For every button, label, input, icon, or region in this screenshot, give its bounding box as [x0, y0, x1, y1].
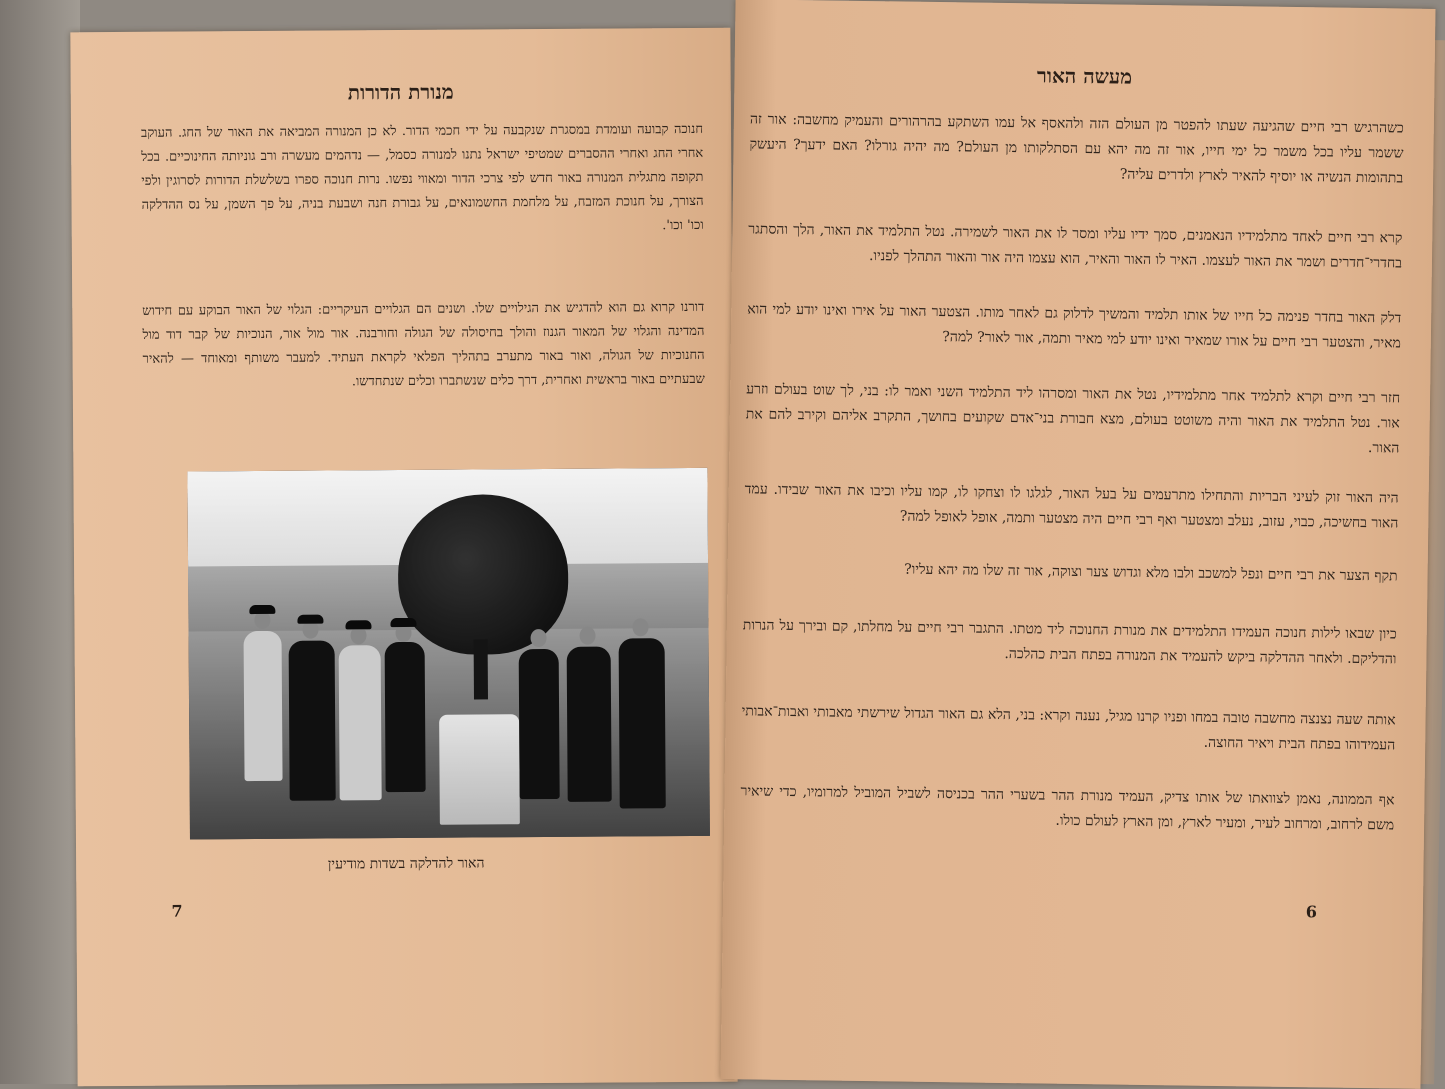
right-paragraph-1: כשהרגיש רבי חיים שהגיעה שעתו להפטר מן העולם הזה ולהאסף אל עמו השתקע בהרהורים והעמיק מחשבה: אור זה ששמר עליו בכל משמר כל ימי חייו, אור זה מה יהא עם הסתלקותו מן העולם? מה יהיה גורלו? האם ידעך? היעשק בתהומות הנשיה או יוסיף להאיר לארץ ולדרים עליה? [749, 111, 1404, 187]
left-page [70, 28, 737, 1087]
right-paragraph-6: תקף הצער את רבי חיים ונפל למשכב ולבו מלא וגדוש צער וצוקה, אור זה שלו מה יהא עליו? [904, 561, 1398, 585]
right-paragraph-8: אותה שעה נצנצה מחשבה טובה במחו ופניו קרנו מגיל, נענה וקרא: בני, הלא גם האור הגדול שירשתי מאבותי ואבות־אבותי העמידוהו בפתח הבית ויאיר החוצה. [741, 703, 1396, 754]
right-paragraph-2: קרא רבי חיים לאחד מתלמידיו הנאמנים, סמך ידיו עליו ומסר לו את האור לשמירה. נטל התלמיד את האור, הלך והסתגר בחדרי־חדרים ושמר את האור לעצמו. האיר לו האור והאיר, הוא עצמו היה אור והאור התהלך לפניו. [748, 221, 1403, 272]
right-page-title: מעשה האור [1036, 63, 1133, 89]
left-page-title: מנורת הדורות [347, 79, 454, 105]
photo-caption: האור להדלקה בשדות מודיעין [327, 855, 485, 873]
right-page [720, 0, 1435, 1089]
left-paragraph-2: דורנו קרוא גם הוא להדגיש את הגילויים שלו. ושנים הם הגלויים העיקריים: הגלוי של האור הבוקע עם חידוש המדינה והגלוי של המאור הגנוז והולך בחיסולה של הגולה וחורבנה. אור מול אור, הנוכיות של קבר דוד מול החנוכיות של הגולה, ואור באור מתערב בתהליך הפלאי לקראת העתיד. למעבר משותף ומאוחד — להאיר שבעתיים באור בראשית ואחרית, דרך כלים שנשתברו וכלים שנתחדשו. [142, 299, 705, 390]
left-page-number: 7 [171, 901, 183, 921]
left-paragraph-1: חנוכה קבועה ועומדת במסגרת שנקבעה על ידי חכמי הדור. לא כן המנורה המביאה את האור של החג. העוקב אחרי החג ואחרי ההסברים שמטיפי ישראל נתנו למנורה כסמל, — נדהמים מעשרה ורב גוניותה החינוכיים. בכל תקופה מתגלית המנורה באור חדש לפי צרכי הדור ומאווי נפשו. נרות חנוכה ספרו בשלשלת הדורות לסרוגין ולפי הצורך, על חנוכת המזבח, על מלחמת החשמונאים, על גבורת חנה ושבעת בניה, על פך השמן, על נס ההדלקה וכו' וכו'. [140, 121, 704, 234]
right-paragraph-3: דלק האור בחדר פנימה כל חייו של אותו תלמיד והמשיך לדלוק גם לאחר מותו. הצטער האור על אירו ואינו יודע למי הוא מאיר, והצטער רבי חיים על אורו שמאיר ואינו יודע למי מאיר ותמה, אור לאור? למה? [747, 301, 1402, 352]
background-shadow [0, 0, 80, 1084]
right-page-number: 6 [1305, 902, 1318, 922]
right-paragraph-9: אף הממונה, נאמן לצוואתו של אותו צדיק, העמיד מנורת ההר בשערי ההר בכניסה לשביל המוביל למרומיו, כדי שיאיר משם לרחוב, ומרחוב לעיר, ומעיר לארץ, ומן הארץ לעולם כולו. [740, 783, 1395, 834]
memorial-photo [187, 468, 710, 840]
right-paragraph-5: היה האור זוק לעיני הבריות והתחילו מתרעמים על בעל האור, לגלגו לו וצחקו לו, קמו עליו וכיבו את האור שבידו. עמד האור בחשיכה, כבוי, עזוב, נעלב ומצטער ואף רבי חיים היה מצטער ותמה, אופל לאופל למה? [744, 481, 1399, 532]
right-paragraph-4: חזר רבי חיים וקרא לתלמיד אחר מתלמידיו, נטל את האור ומסרהו ליד התלמיד השני ואמר לו: בני, לך שוט בעולם וזרע אור. נטל התלמיד את האור והיה משוטט בעולם, מצא חבורת בני־אדם שקועים בחושך, התקרב אליהם וקירב להם את האור. [745, 381, 1401, 457]
right-paragraph-7: כיון שבאו לילות חנוכה העמידו התלמידים את מנורת החנוכה ליד מטתו. התגבר רבי חיים על מחלתו, קם ובירך על הנרות והדליקם. ולאחר ההדלקה ביקש להעמיד את המנורה בפתח הבית כהלכה. [742, 617, 1397, 668]
